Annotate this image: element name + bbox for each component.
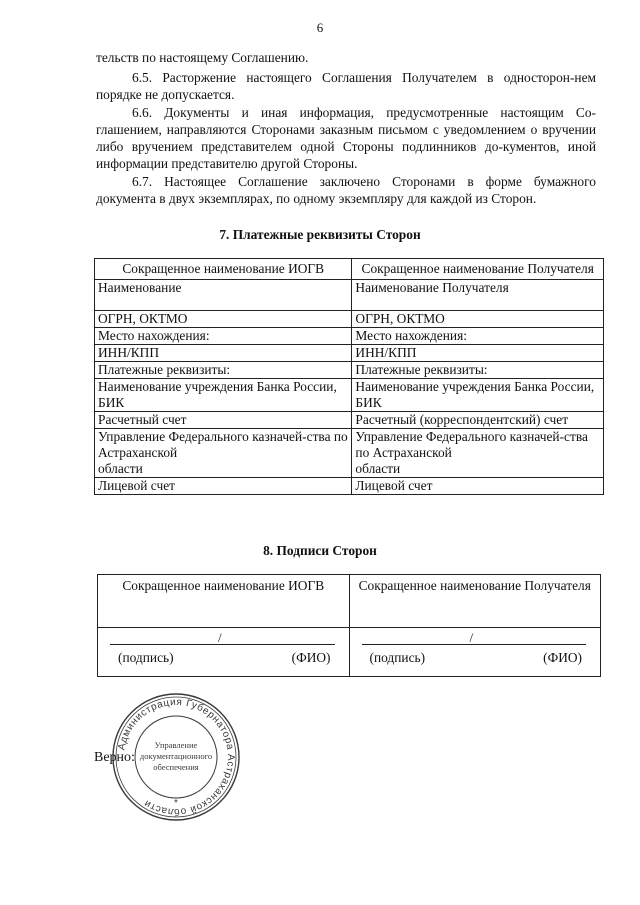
cell-left: ИНН/КПП xyxy=(95,345,352,362)
paragraph-continuation: тельств по настоящему Соглашению. xyxy=(96,50,309,65)
cell-right: ОГРН, ОКТМО xyxy=(352,311,604,328)
sign-header-recipient: Сокращенное наименование Получателя xyxy=(349,575,601,628)
table-row xyxy=(95,478,604,495)
signature-line xyxy=(362,644,587,645)
signatures-row xyxy=(98,628,601,677)
signature-slash: / xyxy=(218,630,222,645)
table-row xyxy=(95,429,604,478)
stamp-inner-line-2: документационного xyxy=(139,751,213,761)
signatures-header-row xyxy=(98,575,601,628)
cell-right: Лицевой счет xyxy=(352,478,604,495)
section-8-title: 8. Подписи Сторон xyxy=(263,543,377,558)
cell-left: Наименование xyxy=(95,280,352,311)
page-number: 6 xyxy=(316,20,324,35)
header-recipient: Сокращенное наименование Получателя xyxy=(352,259,604,280)
table-row xyxy=(95,412,604,429)
cell-right: Место нахождения: xyxy=(352,328,604,345)
cell-right: Расчетный (корреспондентский) счет xyxy=(352,412,604,429)
cell-right: Наименование Получателя xyxy=(352,280,604,311)
signatures-table xyxy=(97,574,601,677)
cell-left: ОГРН, ОКТМО xyxy=(95,311,352,328)
signature-label: (подпись) xyxy=(118,650,174,665)
sign-cell-iogv xyxy=(98,628,350,677)
cell-left: Расчетный счет xyxy=(95,412,352,429)
cell-right: Управление Федерального казначей-ства по Астраханской области xyxy=(352,429,604,478)
header-iogv: Сокращенное наименование ИОГВ xyxy=(95,259,352,280)
sign-header-iogv: Сокращенное наименование ИОГВ xyxy=(98,575,350,628)
table-row xyxy=(95,311,604,328)
table-row xyxy=(95,345,604,362)
stamp-star: * xyxy=(174,798,178,809)
cell-right: ИНН/КПП xyxy=(352,345,604,362)
cell-left: Платежные реквизиты: xyxy=(95,362,352,379)
verno-label: Верно: xyxy=(94,750,135,765)
paragraph-6-7: 6.7. Настоящее Соглашение заключено Сторонами в форме бумажного документа в двух экземплярах, по одному экземпляру для каждой из Сторон. xyxy=(96,174,596,206)
table-row xyxy=(95,280,604,311)
fio-label: (ФИО) xyxy=(291,650,331,665)
cell-right: Наименование учреждения Банка России, БИК xyxy=(352,379,604,412)
stamp-inner-line-1: Управление xyxy=(154,740,198,750)
cell-left: Лицевой счет xyxy=(95,478,352,495)
stamp-inner-line-3: обеспечения xyxy=(153,762,199,772)
paragraph-6-6: 6.6. Документы и иная информация, предусмотренные настоящим Со-глашением, направляются Сторонами заказным письмом с уведомлением о вручении либо вручением представителем одной Стороны подлинников до-кументов, иной информации представителю другой Стороны. xyxy=(96,105,596,171)
sign-cell-recipient xyxy=(349,628,601,677)
signature-label: (подпись) xyxy=(369,650,426,665)
table-row xyxy=(95,362,604,379)
paragraph-6-5: 6.5. Расторжение настоящего Соглашения Получателем в односторон-нем порядке не допускается. xyxy=(96,70,596,102)
stamp-outer-text: Администрация Губернатора Астраханской области xyxy=(116,696,237,818)
cell-left: Управление Федерального казначей-ства по Астраханской области xyxy=(95,429,352,478)
table-row xyxy=(95,379,604,412)
signature-line xyxy=(110,644,335,645)
cell-right: Платежные реквизиты: xyxy=(352,362,604,379)
signature-slash: / xyxy=(469,630,474,645)
payment-details-table xyxy=(94,258,604,495)
cell-left: Место нахождения: xyxy=(95,328,352,345)
section-7-title: 7. Платежные реквизиты Сторон xyxy=(219,227,421,242)
cell-left: Наименование учреждения Банка России, БИК xyxy=(95,379,352,412)
table-header-row xyxy=(95,259,604,280)
fio-label: (ФИО) xyxy=(543,650,582,665)
table-row xyxy=(95,328,604,345)
